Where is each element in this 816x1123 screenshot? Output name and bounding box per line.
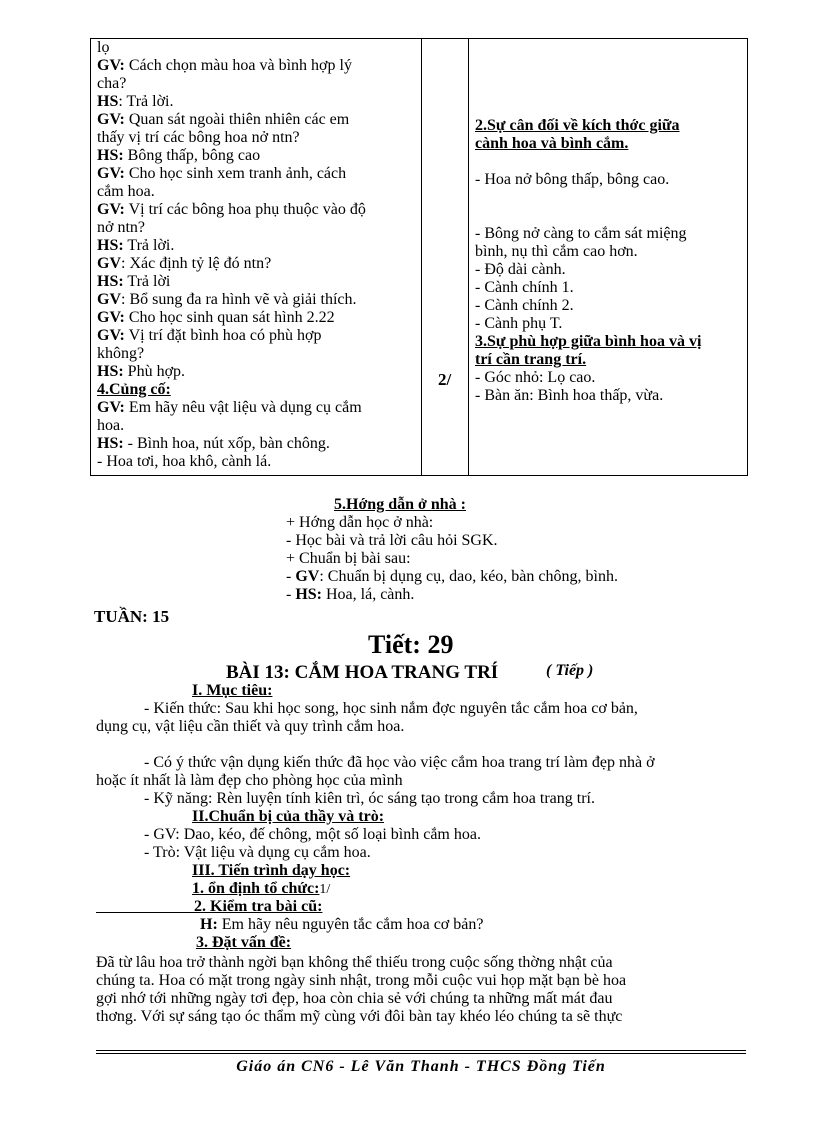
activity-line: lọ (97, 39, 110, 56)
content-item: bình, nụ thì cắm cao hơn. (475, 243, 638, 260)
speaker-label: GV: (97, 111, 125, 128)
activity-column (91, 39, 422, 476)
speaker-label: GV: (97, 165, 125, 182)
speaker-label: GV (97, 291, 121, 308)
homework-line: + Chuẩn bị bài sau: (286, 550, 411, 567)
time-value: 2/ (438, 370, 452, 389)
activity-line: GV: Vị trí các bông hoa phụ thuộc vào độ (97, 201, 366, 218)
content-column (469, 39, 748, 476)
activity-line: HS: Trả lời. (97, 237, 175, 254)
homework-line: - Học bài và trả lời câu hỏi SGK. (286, 532, 498, 549)
speaker-label: GV (97, 255, 121, 272)
process-heading: III. Tiến trình dạy học: (192, 862, 351, 879)
activity-line: GV: Vị trí đặt bình hoa có phù hợp (97, 327, 322, 344)
process-step-2: 2. Kiểm tra bài cũ: (194, 898, 323, 915)
homework-line: + Hớng dẫn học ở nhà: (286, 514, 434, 531)
lesson-continued: ( Tiếp ) (546, 662, 594, 679)
activity-line: GV: Bổ sung đa ra hình vẽ và giải thích. (97, 291, 357, 308)
activity-line: GV: Cách chọn màu hoa và bình hợp lý (97, 57, 352, 74)
content-item: - Độ dài cành. (475, 261, 566, 278)
activity-line: nở ntn? (97, 219, 146, 236)
activity-line: GV: Em hãy nêu vật liệu và dụng cụ cắm (97, 399, 362, 416)
consolidation-heading: 4.Củng cố: (97, 381, 171, 398)
intro-line: Đã từ lâu hoa trở thành ngời bạn không thể thiếu trong cuộc sống thờng nhật của (96, 954, 613, 971)
prep-line: - Trò: Vật liệu và dụng cụ cắm hoa. (144, 844, 371, 861)
intro-line: chúng ta. Hoa có mặt trong ngày sinh nhật, trong mỗi cuộc vui họp mặt bạn bè hoa (96, 972, 627, 989)
objective-line: hoặc ít nhất là làm đẹp cho phòng học của mình (96, 772, 403, 789)
section-2-heading-line2: cành hoa và bình cắm. (475, 135, 629, 152)
section-2-heading-line1: 2.Sự cân đối về kích thớc giữa (475, 117, 680, 134)
objectives-heading: I. Mục tiêu: (192, 682, 273, 699)
homework-hs-text: Hoa, lá, cành. (322, 586, 415, 603)
speaker-label: GV: (97, 399, 125, 416)
speaker-label: HS (97, 93, 119, 110)
activity-cell (91, 39, 421, 475)
lesson-title: Tiết: 29 (368, 630, 454, 659)
content-item: - Hoa nở bông thấp, bông cao. (475, 171, 670, 188)
content-item: - Cành chính 2. (475, 297, 574, 314)
activity-line: cha? (97, 75, 127, 92)
hs-label: HS: (295, 586, 322, 603)
content-item: - Góc nhỏ: Lọ cao. (475, 369, 596, 386)
footer-rule-bottom (96, 1053, 746, 1054)
content-item: - Cành phụ T. (475, 315, 563, 332)
speaker-label: GV: (97, 57, 125, 74)
activity-line: thấy vị trí các bông hoa nở ntn? (97, 129, 300, 146)
lesson-table (90, 38, 748, 476)
activity-line: HS: Trả lời (97, 273, 171, 290)
lesson-subtitle: BÀI 13: CẮM HOA TRANG TRÍ (226, 662, 499, 683)
page-footer: Giáo án CN6 - Lê Văn Thanh - THCS Đồng Tiến (236, 1058, 606, 1075)
section-3-heading-line1: 3.Sự phù hợp giữa bình hoa và vị (475, 333, 702, 350)
activity-line: HS: Phù hợp. (97, 363, 186, 380)
activity-line: HS: - Bình hoa, nút xốp, bàn chông. (97, 435, 330, 452)
intro-line: thơng. Với sự sáng tạo óc thẩm mỹ cùng với đôi bàn tay khéo léo chúng ta sẽ thực (96, 1008, 623, 1025)
speaker-label: GV: (97, 201, 125, 218)
objective-line: dụng cụ, vật liệu cần thiết và quy trình cắm hoa. (96, 718, 405, 735)
prep-heading: II.Chuẩn bị của thầy và trò: (192, 808, 385, 825)
time-column (422, 39, 469, 476)
homework-line: - HS: Hoa, lá, cành. (286, 586, 415, 603)
speaker-label: HS: (97, 147, 124, 164)
objective-line: - Có ý thức vận dụng kiến thức đã học vào việc cắm hoa trang trí làm đẹp nhà ở (144, 754, 655, 771)
speaker-label: GV: (97, 327, 125, 344)
process-step-1: 1. ổn định tổ chức:1/ (192, 880, 331, 897)
activity-line: hoa. (97, 417, 125, 434)
activity-line: HS: Trả lời. (97, 93, 174, 110)
speaker-label: HS: (97, 237, 124, 254)
activity-line: không? (97, 345, 145, 362)
intro-line: gợi nhớ tới những ngày tơi đẹp, hoa còn chia sẻ với chúng ta những mất mát đau (96, 990, 613, 1007)
homework-line: - GV: Chuẩn bị dụng cụ, dao, kéo, bàn chông, bình. (286, 568, 618, 585)
process-step-3: 3. Đặt vấn đề: (196, 934, 292, 951)
speaker-label: HS: (97, 363, 124, 380)
activity-line: GV: Quan sát ngoài thiên nhiên các em (97, 111, 350, 128)
content-item: - Bông nở càng to cắm sát miệng (475, 225, 687, 242)
activity-line: GV: Cho học sinh xem tranh ảnh, cách (97, 165, 347, 182)
content-item: - Cành chính 1. (475, 279, 574, 296)
activity-line: GV: Xác định tỷ lệ đó ntn? (97, 255, 272, 272)
gv-label: GV (295, 568, 320, 585)
objective-line: - Kỹ năng: Rèn luyện tính kiên trì, óc sáng tạo trong cắm hoa trang trí. (144, 790, 595, 807)
activity-line: cắm hoa. (97, 183, 155, 200)
objective-line: - Kiến thức: Sau khi học song, học sinh nắm đợc nguyên tắc cắm hoa cơ bản, (144, 700, 638, 717)
speaker-label: HS: (97, 273, 124, 290)
section-3-heading-line2: trí cần trang trí. (475, 351, 587, 368)
prep-line: - GV: Dao, kéo, đế chông, một số loại bình cắm hoa. (144, 826, 481, 843)
week-label: TUẦN: 15 (94, 607, 170, 626)
footer-rule-top (96, 1050, 746, 1051)
activity-line: - Hoa tơi, hoa khô, cành lá. (97, 453, 272, 470)
speaker-label: GV: (97, 309, 125, 326)
activity-line: GV: Cho học sinh quan sát hình 2.22 (97, 309, 335, 326)
speaker-label: HS: (97, 435, 124, 452)
homework-gv-text: : Chuẩn bị dụng cụ, dao, kéo, bàn chông, bình. (319, 568, 618, 585)
homework-heading: 5.Hớng dẫn ở nhà : (334, 496, 466, 513)
section-divider (96, 912, 196, 913)
review-question: H: Em hãy nêu nguyên tắc cắm hoa cơ bản? (200, 916, 484, 933)
activity-line: HS: Bông thấp, bông cao (97, 147, 261, 164)
content-item: - Bàn ăn: Bình hoa thấp, vừa. (475, 387, 664, 404)
